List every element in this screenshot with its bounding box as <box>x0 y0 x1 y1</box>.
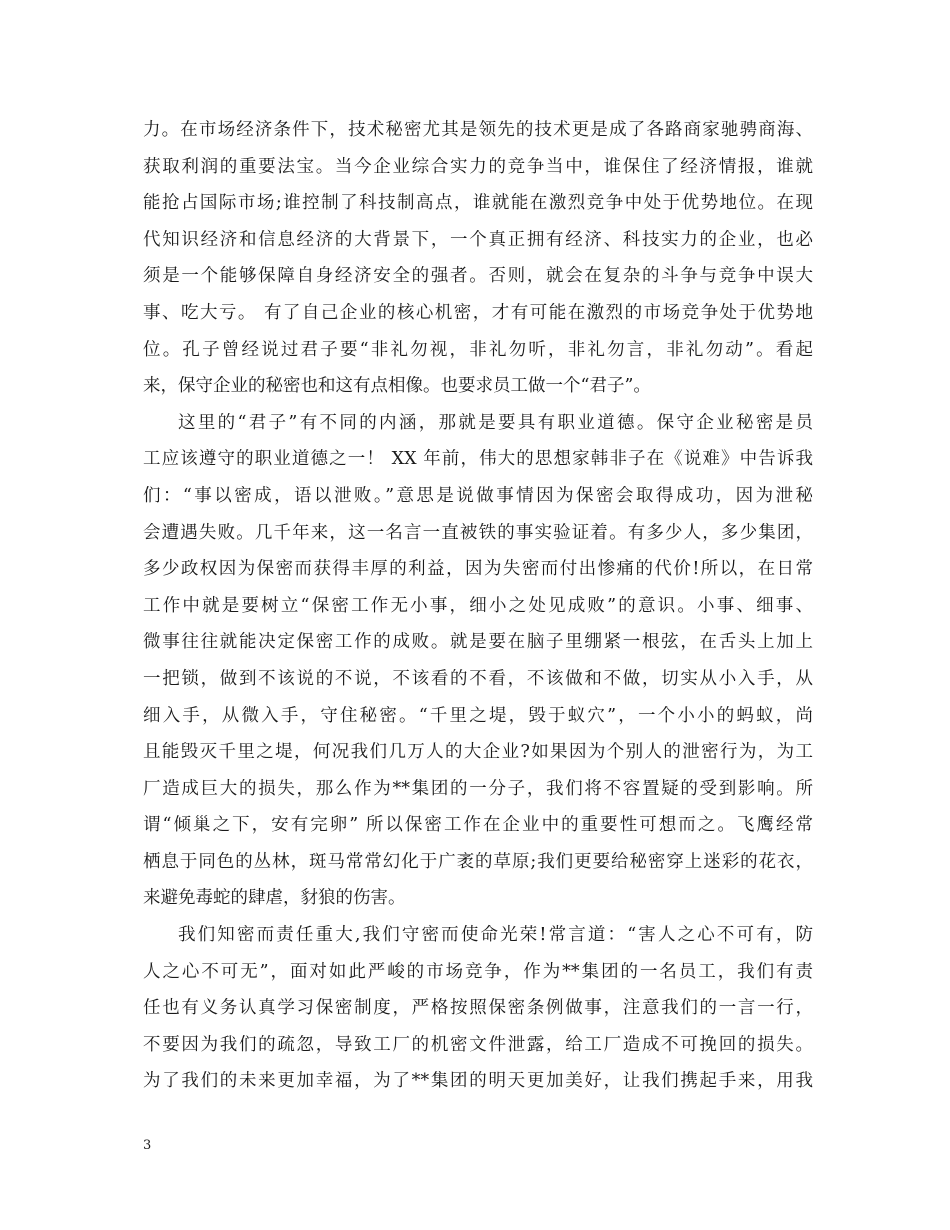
text-line: 我们知密而责任重大,我们守密而使命光荣!常言道：“害人之心不可有，防 <box>178 925 813 946</box>
text-line: 谓“倾巢之下，安有完卵” 所以保密工作在企业中的重要性可想而之。飞鹰经常 <box>143 815 813 836</box>
text-line: 任也有义务认真学习保密制度，严格按照保密条例做事，注意我们的一言一行， <box>143 998 813 1019</box>
text-line: 栖息于同色的丛林，斑马常常幻化于广袤的草原;我们更要给秘密穿上迷彩的花衣， <box>143 851 813 872</box>
text-line: 位。孔子曾经说过君子要“非礼勿视，非礼勿听，非礼勿言，非礼勿动”。看起 <box>143 339 813 360</box>
text-line: 一把锁，做到不该说的不说，不该看的不看，不该做和不做，切实从小入手，从 <box>143 668 813 689</box>
text-line: 力。在市场经济条件下，技术秘密尤其是领先的技术更是成了各路商家驰骋商海、 <box>143 120 813 140</box>
page-number: 3 <box>143 1138 152 1153</box>
text-line: 获取利润的重要法宝。当今企业综合实力的竞争当中，谁保住了经济情报，谁就 <box>143 156 813 177</box>
text-line: 细入手，从微入手，守住秘密。“千里之堤，毁于蚁穴”，一个小小的蚂蚁，尚 <box>143 705 813 726</box>
text-line: 事、吃大亏。 有了自己企业的核心机密，才有可能在激烈的市场竞争处于优势地 <box>143 302 813 323</box>
text-line: 能抢占国际市场;谁控制了科技制高点，谁就能在激烈竞争中处于优势地位。在现 <box>143 193 813 214</box>
text-line: 厂造成巨大的损失，那么作为**集团的一分子，我们将不容置疑的受到影响。所 <box>143 778 813 799</box>
text-line: 微事往往就能决定保密工作的成败。就是要在脑子里绷紧一根弦，在舌头上加上 <box>143 632 813 653</box>
text-line: 来，保守企业的秘密也和这有点相像。也要求员工做一个“君子”。 <box>143 376 651 397</box>
text-line: 须是一个能够保障自身经济安全的强者。否则，就会在复杂的斗争与竞争中误大 <box>143 266 813 287</box>
text-line: 工作中就是要树立“保密工作无小事，细小之处见成败”的意识。小事、细事、 <box>143 595 813 616</box>
text-line: 们：“事以密成，语以泄败。”意思是说做事情因为保密会取得成功，因为泄秘 <box>143 485 813 506</box>
text-line: 多少政权因为保密而获得丰厚的利益，因为失密而付出惨痛的代价!所以，在日常 <box>143 559 813 580</box>
text-line: 且能毁灭千里之堤，何况我们几万人的大企业?如果因为个别人的泄密行为，为工 <box>143 742 813 763</box>
text-line: 来避免毒蛇的肆虐，豺狼的伤害。 <box>143 888 406 909</box>
text-line: 人之心不可无”，面对如此严峻的市场竞争，作为**集团的一名员工，我们有责 <box>143 961 813 982</box>
text-line: 不要因为我们的疏忽，导致工厂的机密文件泄露，给工厂造成不可挽回的损失。 <box>143 1034 813 1055</box>
text-line: 代知识经济和信息经济的大背景下，一个真正拥有经济、科技实力的企业，也必 <box>143 229 813 250</box>
text-line: 工应该遵守的职业道德之一！ XX 年前，伟大的思想家韩非子在《说难》中告诉我 <box>143 449 813 470</box>
text-line: 这里的“君子”有不同的内涵，那就是要具有职业道德。保守企业秘密是员 <box>178 412 813 433</box>
body-text <box>143 112 813 1100</box>
text-line: 会遭遇失败。几千年来，这一名言一直被铁的事实验证着。有多少人，多少集团， <box>143 522 813 543</box>
text-line: 为了我们的未来更加幸福，为了**集团的明天更加美好，让我们携起手来，用我 <box>143 1071 813 1092</box>
